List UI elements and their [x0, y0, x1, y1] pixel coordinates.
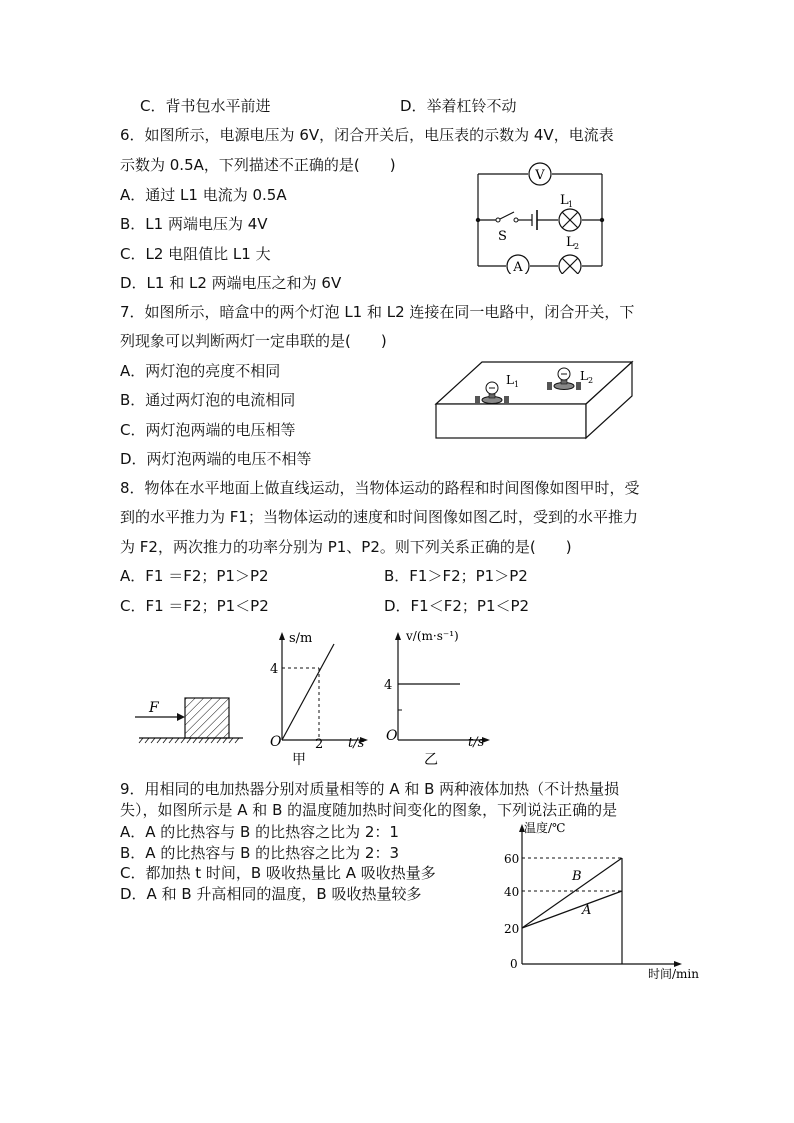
lamp-l2-symbol — [559, 255, 581, 274]
line-b-label: B — [572, 869, 582, 884]
q6-option-b: B．L1 两端电压为 4V — [120, 215, 268, 233]
q8-stem-line1: 8．物体在水平地面上做直线运动，当物体运动的路程和时间图像如图甲时，受 — [120, 479, 640, 497]
switch-label: S — [498, 229, 507, 244]
q8-option-c: C．F1 ＝F2；P1＜P2 — [120, 597, 269, 615]
q9-option-a: A．A 的比热容与 B 的比热容之比为 2：1 — [120, 823, 399, 841]
y-tick-4: 4 — [384, 678, 393, 693]
q6-option-a: A．通过 L1 电流为 0.5A — [120, 186, 287, 204]
q8-block-diagram — [135, 690, 245, 746]
origin-label: O — [270, 734, 282, 750]
switch-pivot — [496, 218, 500, 222]
q5-option-c: C．背书包水平前进 — [140, 97, 271, 115]
q7-black-box-diagram — [434, 358, 634, 442]
ammeter-label: A — [513, 260, 523, 274]
q8-stem-line2: 到的水平推力为 F1；当物体运动的速度和时间图像如图乙时，受到的水平推力 — [120, 508, 638, 526]
x-axis-label: 时间/min — [648, 967, 699, 981]
y-axis-arrow — [279, 632, 285, 640]
lamp-l1-subscript: 1 — [568, 200, 574, 209]
q7-option-c: C．两灯泡两端的电压相等 — [120, 421, 296, 439]
distance-line — [282, 644, 334, 740]
force-arrow-head — [177, 713, 185, 721]
q6-circuit-diagram — [470, 162, 610, 274]
q8-option-a: A．F1 ＝F2；P1＞P2 — [120, 567, 269, 585]
junction-dot — [600, 218, 604, 222]
x-tick-2: 2 — [315, 737, 324, 752]
y-axis-label: s/m — [289, 631, 313, 646]
q6-stem-line2: 示数为 0.5A，下列描述不正确的是( ) — [120, 156, 396, 174]
line-a — [522, 891, 622, 928]
bulb-l1-label: L — [506, 373, 514, 387]
x-axis-label: t/s — [468, 735, 485, 750]
q9-option-b: B．A 的比热容与 B 的比热容之比为 2：3 — [120, 844, 400, 862]
origin-label: 0 — [510, 957, 518, 971]
graph-caption-jia: 甲 — [292, 752, 306, 766]
force-label: F — [149, 700, 159, 716]
q9-stem-line1: 9．用相同的电加热器分别对质量相等的 A 和 B 两种液体加热（不计热量损 — [120, 780, 620, 798]
q8-option-b: B．F1＞F2；P1＞P2 — [384, 567, 528, 585]
box-front-face — [436, 404, 586, 438]
q7-option-b: B．通过两灯泡的电流相同 — [120, 391, 296, 409]
line-a-label: A — [582, 903, 592, 918]
q9-temperature-graph — [500, 818, 712, 984]
lamp-l1-symbol — [559, 209, 581, 231]
block — [185, 698, 229, 738]
lamp-l2-label: L — [566, 235, 575, 250]
q7-stem-line1: 7．如图所示，暗盒中的两个灯泡 L1 和 L2 连接在同一电路中，闭合开关，下 — [120, 303, 635, 321]
bulb-l2-label: L — [580, 369, 588, 383]
q9-option-c: C．都加热 t 时间，B 吸收热量比 A 吸收热量多 — [120, 864, 436, 882]
bulb-l1-subscript: 1 — [514, 380, 520, 389]
lamp-l2-subscript: 2 — [574, 242, 580, 251]
q8-option-d: D．F1＜F2；P1＜P2 — [384, 597, 530, 615]
junction-dot — [476, 218, 480, 222]
q8-stem-line3: 为 F2，两次推力的功率分别为 P1、P2。则下列关系正确的是( ) — [120, 538, 572, 556]
origin-label: O — [386, 728, 398, 744]
y-axis-label: 温度/℃ — [524, 821, 566, 835]
q6-option-d: D．L1 和 L2 两端电压之和为 6V — [120, 274, 342, 292]
switch-contact — [514, 218, 518, 222]
voltmeter-label: V — [535, 168, 545, 183]
y-tick-60: 60 — [504, 852, 520, 866]
y-axis-arrow — [395, 632, 401, 640]
y-axis-label: v/(m·s⁻¹) — [406, 629, 459, 643]
q9-option-d: D．A 和 B 升高相同的温度，B 吸收热量较多 — [120, 885, 422, 903]
lamp-l1-label: L — [560, 193, 569, 208]
graph-caption-yi: 乙 — [424, 752, 438, 766]
y-tick-20: 20 — [504, 922, 520, 936]
q8-graph-yi — [380, 624, 496, 766]
q7-option-a: A．两灯泡的亮度不相同 — [120, 362, 281, 380]
x-axis-label: t/s — [348, 736, 365, 751]
q6-stem-line1: 6．如图所示，电源电压为 6V，闭合开关后，电压表的示数为 4V，电流表 — [120, 126, 614, 144]
bulb-l2-subscript: 2 — [588, 376, 594, 385]
q5-option-d: D．举着杠铃不动 — [400, 97, 517, 115]
y-tick-4: 4 — [270, 662, 279, 677]
y-tick-40: 40 — [504, 885, 520, 899]
q9-stem-line2: 失），如图所示是 A 和 B 的温度随加热时间变化的图象，下列说法正确的是 — [120, 801, 618, 819]
q7-stem-line2: 列现象可以判断两灯一定串联的是( ) — [120, 332, 387, 350]
q6-option-c: C．L2 电阻值比 L1 大 — [120, 245, 271, 263]
q8-graph-jia — [262, 630, 374, 766]
q7-option-d: D．两灯泡两端的电压不相等 — [120, 450, 312, 468]
ground-hatch — [139, 738, 239, 743]
